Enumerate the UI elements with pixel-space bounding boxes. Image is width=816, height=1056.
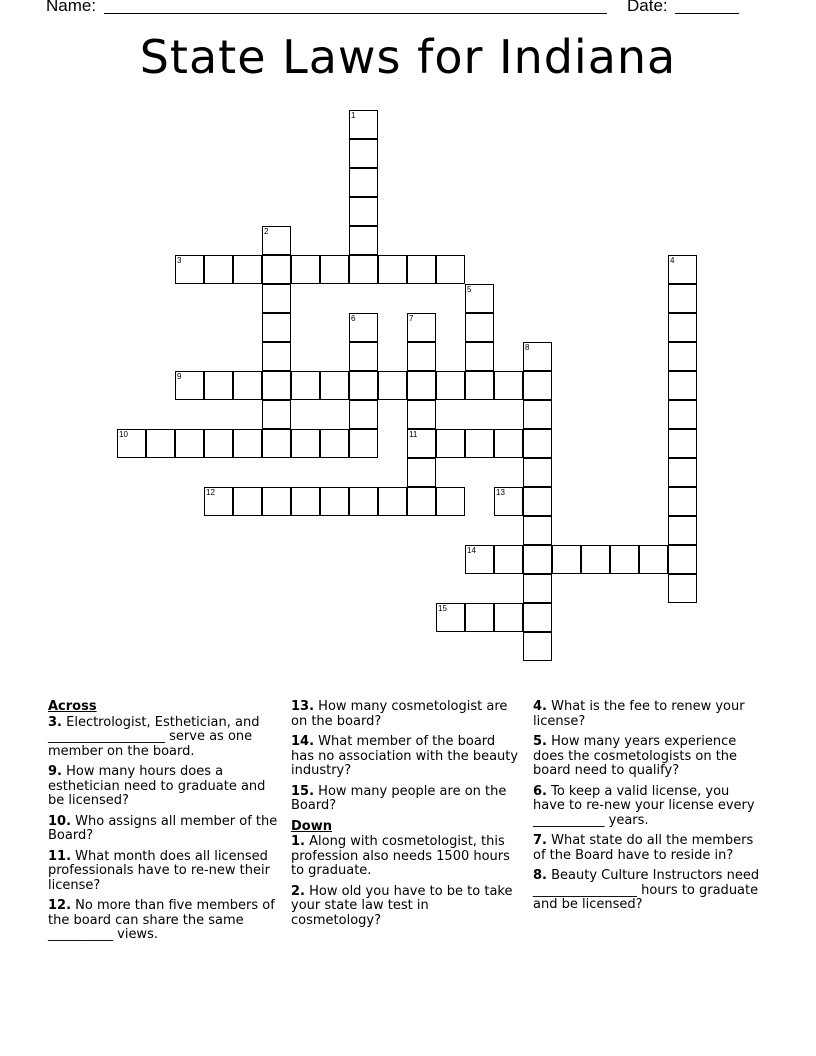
clue-number: 6.: [533, 783, 547, 799]
clue: [48, 815, 282, 844]
date-label: Date:: [627, 0, 668, 15]
grid-cell[interactable]: [407, 400, 436, 429]
grid-cell[interactable]: [262, 284, 291, 313]
grid-cell[interactable]: [320, 371, 349, 400]
grid-cell[interactable]: [465, 342, 494, 371]
clue: [48, 899, 282, 943]
clue: [533, 834, 763, 863]
grid-cell[interactable]: [639, 545, 668, 574]
grid-cell[interactable]: [262, 255, 291, 284]
grid-cell[interactable]: [523, 545, 552, 574]
clues-column-2: [291, 700, 521, 934]
cell-number: 13: [496, 488, 505, 497]
grid-cell[interactable]: [436, 255, 465, 284]
grid-cell[interactable]: [465, 313, 494, 342]
grid-cell[interactable]: [523, 371, 552, 400]
cell-number: 5: [467, 285, 472, 294]
grid-cell[interactable]: [668, 284, 697, 313]
clue-text: How many years experience does the cosmetologists on the board need to qualify?: [533, 734, 738, 778]
grid-cell[interactable]: [523, 632, 552, 661]
grid-cell[interactable]: [349, 487, 378, 516]
grid-cell[interactable]: [262, 429, 291, 458]
grid-cell[interactable]: [581, 545, 610, 574]
grid-cell[interactable]: [523, 342, 552, 371]
grid-cell[interactable]: [407, 313, 436, 342]
grid-cell[interactable]: [262, 342, 291, 371]
grid-cell[interactable]: [349, 342, 378, 371]
clue: [291, 785, 521, 814]
grid-cell[interactable]: [668, 429, 697, 458]
clue: [48, 765, 282, 809]
grid-cell[interactable]: [378, 371, 407, 400]
grid-cell[interactable]: [291, 255, 320, 284]
grid-cell[interactable]: [407, 255, 436, 284]
clue-number: 12.: [48, 898, 72, 913]
grid-cell[interactable]: [349, 255, 378, 284]
clues-section: [0, 700, 816, 1000]
clue-text: Electrologist, Esthetician, and __________________ serve as one member on the board.: [48, 714, 260, 759]
grid-cell[interactable]: [523, 516, 552, 545]
grid-cell[interactable]: [291, 429, 320, 458]
clue: [533, 869, 763, 913]
cell-number: 8: [525, 343, 530, 352]
clue: [291, 835, 521, 879]
grid-cell[interactable]: [436, 429, 465, 458]
grid-cell[interactable]: [668, 313, 697, 342]
clue-text: No more than five members of the board can share the same __________ views.: [48, 898, 275, 942]
clue: [48, 716, 282, 760]
grid-cell[interactable]: [668, 487, 697, 516]
grid-cell[interactable]: [320, 429, 349, 458]
grid-cell[interactable]: [349, 400, 378, 429]
cell-number: 12: [206, 488, 215, 497]
cell-number: 14: [467, 546, 476, 555]
grid-cell[interactable]: [349, 226, 378, 255]
clue: [291, 735, 521, 779]
down-clue-list: [291, 835, 521, 928]
grid-cell[interactable]: [668, 516, 697, 545]
clue-number: 5.: [533, 734, 547, 749]
across-clue-list-continued: [291, 700, 521, 814]
grid-cell[interactable]: [175, 255, 204, 284]
clue-number: 1.: [291, 834, 305, 849]
grid-cell[interactable]: [523, 603, 552, 632]
clue-number: 14.: [291, 734, 315, 749]
grid-cell[interactable]: [233, 487, 262, 516]
grid-cell[interactable]: [204, 429, 233, 458]
cell-number: 15: [438, 604, 447, 613]
clue-text: To keep a valid license, you have to re-new your license every ___________ years.: [533, 783, 755, 828]
grid-cell[interactable]: [668, 400, 697, 429]
grid-cell[interactable]: [349, 371, 378, 400]
clues-column-1: [48, 700, 282, 949]
grid-cell[interactable]: [175, 371, 204, 400]
grid-cell[interactable]: [262, 226, 291, 255]
grid-cell[interactable]: [668, 458, 697, 487]
grid-cell[interactable]: [262, 313, 291, 342]
grid-cell[interactable]: [552, 545, 581, 574]
clue-text: What month does all licensed professionals have to re-new their license?: [48, 848, 270, 893]
grid-cell[interactable]: [378, 255, 407, 284]
clues-column-3: [533, 700, 763, 919]
grid-cell[interactable]: [465, 429, 494, 458]
grid-cell[interactable]: [349, 313, 378, 342]
grid-cell[interactable]: [262, 487, 291, 516]
grid-cell[interactable]: [494, 429, 523, 458]
down-clue-list-continued: [533, 700, 763, 913]
clue-number: 3.: [48, 714, 62, 730]
grid-cell[interactable]: [494, 487, 523, 516]
grid-cell[interactable]: [233, 255, 262, 284]
across-heading: Across: [48, 699, 97, 714]
grid-cell[interactable]: [378, 487, 407, 516]
grid-cell[interactable]: [465, 284, 494, 313]
grid-cell[interactable]: [204, 371, 233, 400]
grid-cell[interactable]: [494, 545, 523, 574]
cell-number: 9: [177, 372, 182, 381]
grid-cell[interactable]: [436, 603, 465, 632]
clue-number: 10.: [48, 813, 72, 829]
clue-number: 4.: [533, 699, 547, 714]
grid-cell[interactable]: [320, 255, 349, 284]
grid-cell[interactable]: [175, 429, 204, 458]
clue-number: 8.: [533, 868, 547, 883]
clue-number: 15.: [291, 783, 315, 799]
grid-cell[interactable]: [291, 487, 320, 516]
cell-number: 6: [351, 314, 356, 323]
grid-cell[interactable]: [668, 255, 697, 284]
clue: [533, 785, 763, 829]
grid-cell[interactable]: [407, 429, 436, 458]
grid-cell[interactable]: [523, 400, 552, 429]
cell-number: 2: [264, 227, 269, 236]
grid-cell[interactable]: [523, 458, 552, 487]
grid-cell[interactable]: [262, 400, 291, 429]
cell-number: 1: [351, 111, 356, 120]
page-title: State Laws for Indiana: [139, 30, 677, 84]
clue: [533, 735, 763, 779]
clue-text: Who assigns all member of the Board?: [48, 813, 278, 843]
grid-cell[interactable]: [465, 603, 494, 632]
down-heading: Down: [291, 818, 332, 834]
clue-number: 11.: [48, 848, 72, 864]
clue: [533, 700, 763, 729]
grid-cell[interactable]: [349, 110, 378, 139]
cell-number: 4: [670, 256, 675, 265]
grid-cell[interactable]: [668, 342, 697, 371]
grid-cell[interactable]: [349, 139, 378, 168]
cell-number: 3: [177, 256, 182, 265]
grid-cell[interactable]: [407, 487, 436, 516]
grid-cell[interactable]: [610, 545, 639, 574]
clue-text: How many hours does a esthetician need to graduate and be licensed?: [48, 764, 266, 808]
clue-text: What is the fee to renew your license?: [533, 699, 745, 729]
cell-number: 7: [409, 314, 414, 323]
grid-cell[interactable]: [668, 371, 697, 400]
grid-cell[interactable]: [146, 429, 175, 458]
clue-text: Along with cosmetologist, this profession also needs 1500 hours to graduate.: [291, 834, 510, 878]
grid-cell[interactable]: [436, 487, 465, 516]
grid-cell[interactable]: [494, 603, 523, 632]
grid-cell[interactable]: [291, 371, 320, 400]
grid-cell[interactable]: [349, 197, 378, 226]
grid-cell[interactable]: [494, 371, 523, 400]
grid-cell[interactable]: [523, 487, 552, 516]
clue: [291, 700, 521, 729]
clue-number: 13.: [291, 699, 315, 714]
grid-cell[interactable]: [349, 429, 378, 458]
clue: [291, 885, 521, 929]
grid-cell[interactable]: [465, 371, 494, 400]
grid-cell[interactable]: [523, 429, 552, 458]
grid-cell[interactable]: [407, 342, 436, 371]
grid-cell[interactable]: [320, 487, 349, 516]
grid-cell[interactable]: [436, 371, 465, 400]
clue-text: What state do all the members of the Board have to reside in?: [533, 833, 754, 863]
clue-number: 2.: [291, 883, 305, 899]
grid-cell[interactable]: [262, 371, 291, 400]
grid-cell[interactable]: [465, 545, 494, 574]
across-clue-list: [48, 716, 282, 943]
grid-cell[interactable]: [233, 371, 262, 400]
clue-number: 7.: [533, 833, 547, 848]
cell-number: 11: [409, 430, 418, 439]
name-label: Name:: [46, 0, 97, 15]
grid-cell[interactable]: [668, 574, 697, 603]
grid-cell[interactable]: [668, 545, 697, 574]
clue-text: How many cosmetologist are on the board?: [291, 699, 508, 729]
clue: [48, 850, 282, 894]
clue-number: 9.: [48, 764, 62, 779]
grid-cell[interactable]: [204, 487, 233, 516]
grid-cell[interactable]: [523, 574, 552, 603]
grid-cell[interactable]: [407, 371, 436, 400]
grid-cell[interactable]: [117, 429, 146, 458]
grid-cell[interactable]: [204, 255, 233, 284]
cell-number: 10: [119, 430, 128, 439]
clue-text: What member of the board has no association with the beauty industry?: [291, 734, 519, 778]
grid-cell[interactable]: [349, 168, 378, 197]
grid-cell[interactable]: [233, 429, 262, 458]
clue-text: Beauty Culture Instructors need ________________ hours to graduate and be licensed?: [533, 868, 760, 912]
clue-text: How many people are on the Board?: [291, 783, 507, 813]
clue-text: How old you have to be to take your state law test in cosmetology?: [291, 883, 513, 928]
grid-cell[interactable]: [407, 458, 436, 487]
